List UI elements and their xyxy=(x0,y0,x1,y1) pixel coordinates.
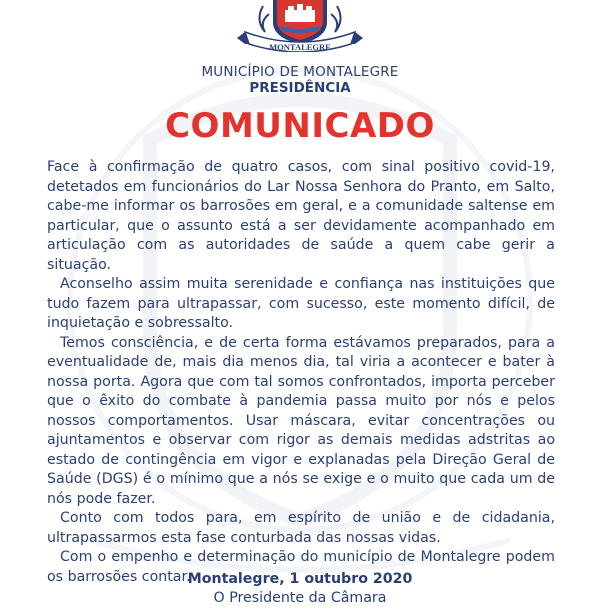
document-title: COMUNICADO xyxy=(165,106,435,146)
communique-body xyxy=(47,158,555,587)
paragraph-5: Com o empenho e determinação do município de Montalegre podem os barrosões contar. xyxy=(47,549,555,585)
office-name: PRESIDÊNCIA xyxy=(249,80,351,96)
paragraph-4: Conto com todos para, em espírito de união e de cidadania, ultrapassarmos esta fase conturbada das nossas vidas. xyxy=(47,510,555,546)
montalegre-coat-of-arms xyxy=(215,0,385,52)
paragraph-3: Temos consciência, e de certa forma estávamos preparados, para a eventualidade de, mais dia menos dia, tal viria a acontecer e bater à nossa porta. Agora que com tal somos confrontados, importa perceber que o êxito do combate à pandemia passa muito por nós e pelos nossos comportamentos. Usar máscara, evitar concentrações ou ajuntamentos e observar com rigor as demais medidas adstritas ao estado de contingência em vigor e explanadas pela Direção Geral de Saúde (DGS) é o mínimo que a nós se exige e o muito que cada um de nós pode fazer. xyxy=(47,334,555,507)
signature-role: O Presidente da Câmara xyxy=(213,590,387,606)
municipality-name: MUNICÍPIO DE MONTALEGRE xyxy=(201,64,399,80)
signature-block xyxy=(0,570,600,608)
paragraph-2: Aconselho assim muita serenidade e confiança nas instituições que tudo fazem para ultrapassar, com sucesso, este momento difícil, de inquietação e sobressalto. xyxy=(47,276,555,331)
letterhead xyxy=(0,64,600,96)
signature-place-date: Montalegre, 1 outubro 2020 xyxy=(187,571,413,587)
paragraph-1: Face à confirmação de quatro casos, com sinal positivo covid-19, detetados em funcionários do Lar Nossa Senhora do Pranto, em Salto, cabe-me informar os barrosões em geral, e a comunidade saltense em particular, que o assunto está a ser devidamente acompanhado em articulação com as autoridades de saúde a quem cabe gerir a situação. xyxy=(47,159,555,273)
crest-ribbon-text: MONTALEGRE xyxy=(269,42,331,52)
